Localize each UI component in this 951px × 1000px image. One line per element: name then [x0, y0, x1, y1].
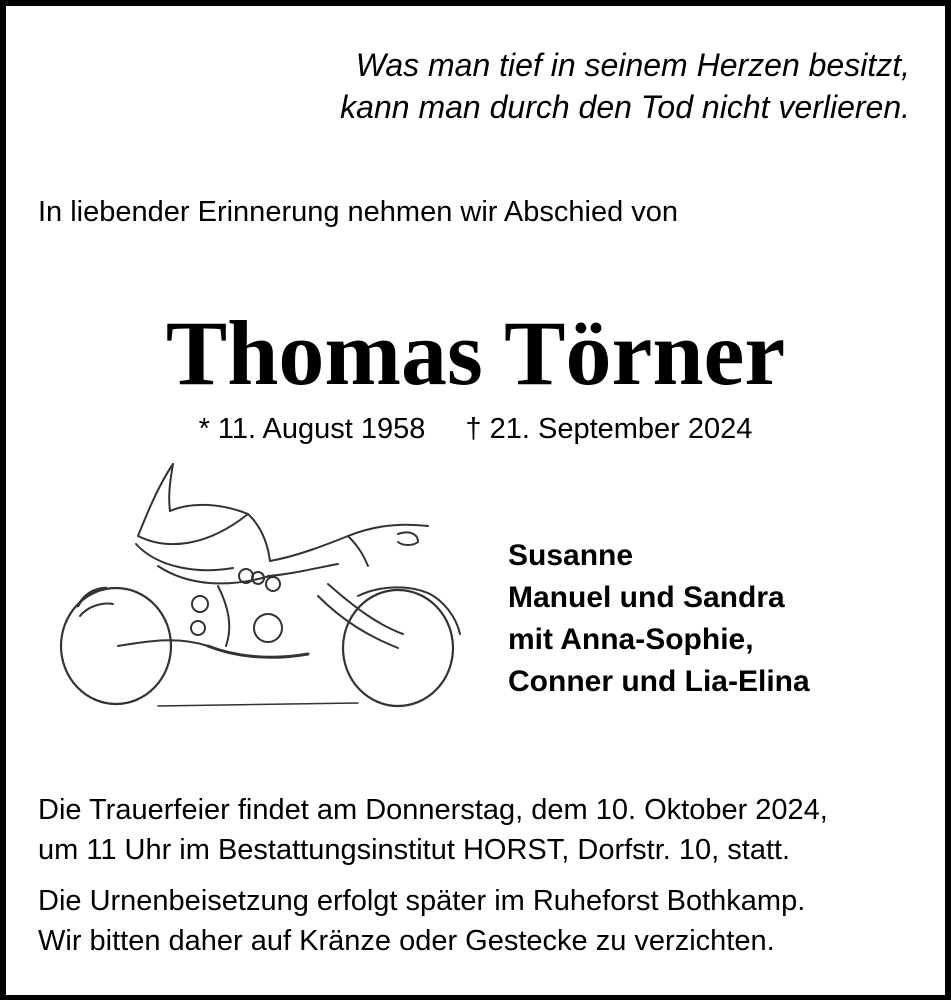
- intro-text: In liebender Erinnerung nehmen wir Abschied von: [38, 196, 679, 228]
- family-member: Manuel und Sandra: [508, 581, 785, 614]
- quote-line-1: Was man tief in seinem Herzen besitzt,: [355, 47, 910, 83]
- death-date: † 21. September 2024: [465, 413, 753, 445]
- family-member: Conner und Lia-Elina: [508, 665, 810, 698]
- family-member: mit Anna-Sophie,: [508, 623, 754, 656]
- burial-paragraph: [38, 881, 918, 961]
- family-list: [508, 535, 810, 703]
- deceased-name: Thomas Törner: [165, 302, 786, 404]
- quote-line-2: kann man durch den Tod nicht verlieren.: [340, 89, 910, 125]
- life-dates: [0, 413, 951, 446]
- service-line-2: um 11 Uhr im Bestattungsinstitut HORST, Dorfstr. 10, statt.: [38, 834, 791, 866]
- motorcycle-icon: [58, 456, 468, 716]
- memorial-quote: [260, 44, 910, 128]
- family-member: Susanne: [508, 539, 634, 572]
- burial-line-1: Die Urnenbeisetzung erfolgt später im Ruheforst Bothkamp.: [38, 885, 806, 917]
- service-line-1: Die Trauerfeier findet am Donnerstag, dem 10. Oktober 2024,: [38, 794, 828, 826]
- birth-date: * 11. August 1958: [198, 413, 426, 445]
- burial-line-2: Wir bitten daher auf Kränze oder Gestecke zu verzichten.: [38, 925, 775, 957]
- service-info: [38, 790, 918, 961]
- service-paragraph: [38, 790, 918, 870]
